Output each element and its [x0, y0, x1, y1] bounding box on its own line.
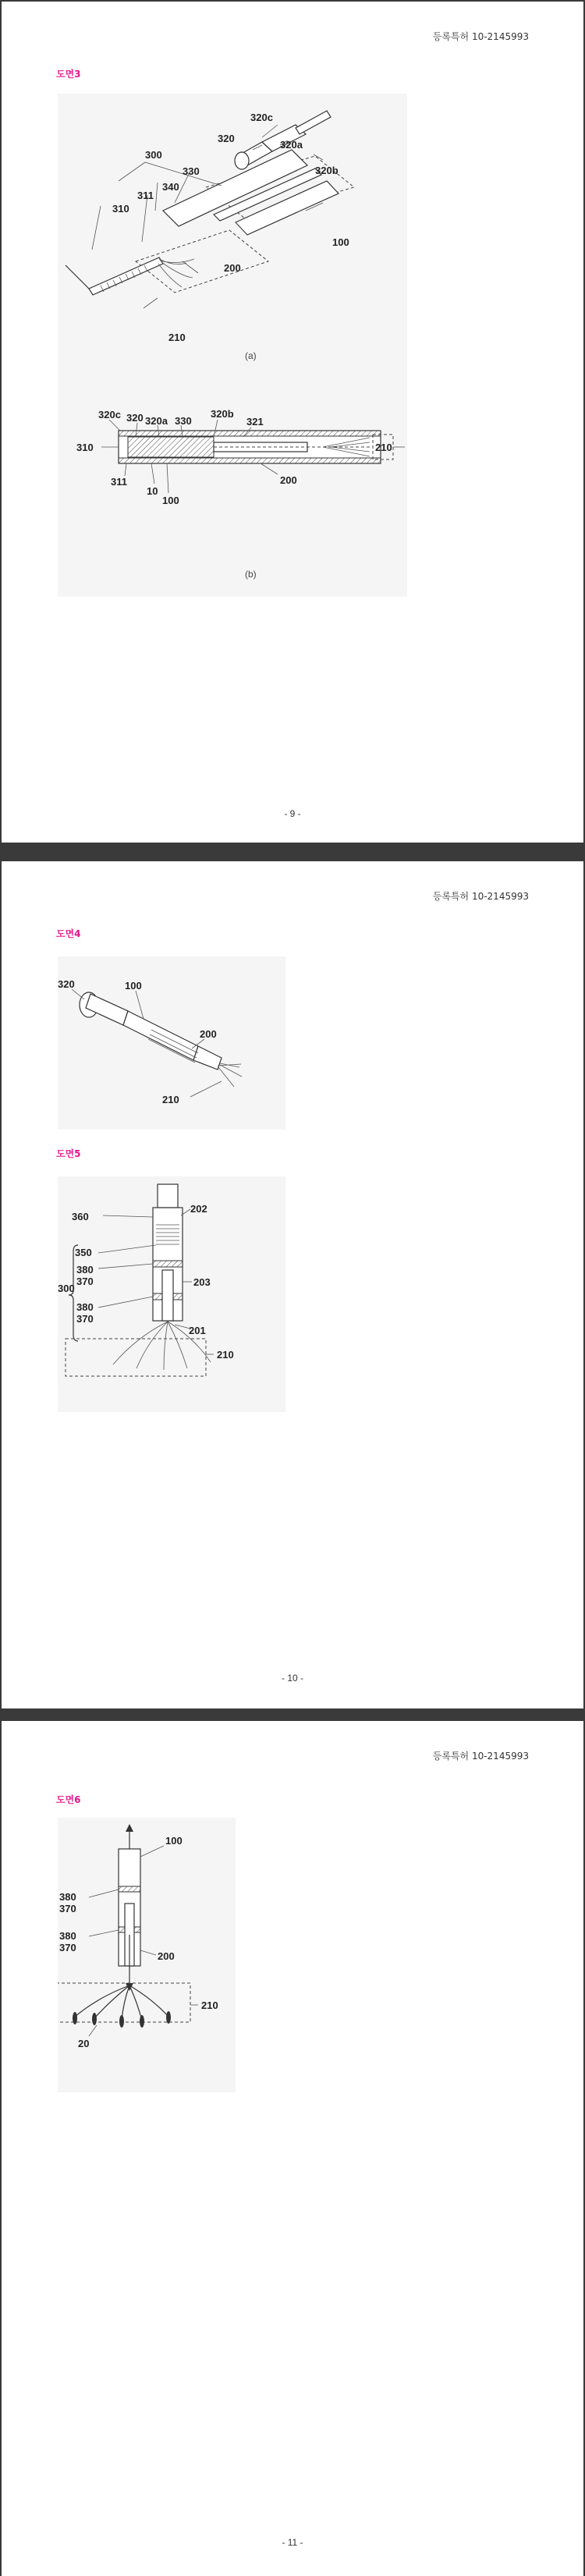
fig6-label-370-b: 370	[59, 1942, 76, 1953]
figure-6-svg	[58, 1818, 236, 2092]
fig3a-label-320b: 320b	[315, 165, 339, 176]
fig5-label-370-b: 370	[76, 1313, 94, 1325]
fig5-label-380-a: 380	[76, 1264, 94, 1276]
fig3b-label-311: 311	[111, 476, 127, 488]
page-10-number: - 10 -	[281, 1673, 303, 1684]
figure-5-title: 도면5	[56, 1148, 81, 1159]
fig6-label-100: 100	[165, 1835, 183, 1847]
fig3a-label-330: 330	[183, 165, 200, 177]
fig3a-label-300: 300	[145, 149, 162, 161]
fig5-label-360: 360	[72, 1211, 89, 1222]
rod-310-part	[66, 257, 194, 295]
fig5-label-370-a: 370	[76, 1276, 94, 1287]
figure-3-drawing	[58, 94, 407, 597]
fig3b-label-210: 210	[375, 442, 392, 453]
fig5-label-210: 210	[217, 1349, 234, 1361]
fig6-label-20: 20	[78, 2038, 90, 2049]
fig5-label-300: 300	[58, 1283, 75, 1294]
fig6-label-210: 210	[201, 1999, 218, 2011]
fig3a-label-200: 200	[224, 262, 241, 274]
fig5-label-202: 202	[190, 1203, 207, 1215]
fig5-label-203: 203	[193, 1276, 211, 1288]
fig5-label-380-b: 380	[76, 1301, 94, 1313]
fig6-label-380-b: 380	[59, 1930, 76, 1942]
figure-4-drawing	[58, 956, 285, 1130]
page-9	[2, 2, 583, 843]
page-9-number: - 9 -	[284, 808, 301, 819]
figure-6-title: 도면6	[56, 1794, 81, 1805]
fig3b-label-320c: 320c	[98, 409, 121, 420]
fig3a-label-311: 311	[137, 190, 154, 201]
fig6-label-200: 200	[158, 1950, 175, 1962]
fig3b-label-321: 321	[246, 416, 264, 428]
fig3-sub-a: (a)	[245, 350, 257, 361]
fig3b-label-310: 310	[76, 442, 94, 453]
fig3b-label-100: 100	[162, 495, 179, 506]
page-11	[2, 1721, 583, 2576]
fig5-label-201: 201	[189, 1325, 206, 1336]
fig3b-label-320b: 320b	[211, 408, 234, 420]
fig3b-label-330: 330	[175, 415, 192, 427]
figure-4-title: 도면4	[56, 928, 81, 939]
figure-3-title: 도면3	[56, 69, 81, 80]
page-10	[2, 861, 583, 1708]
fig3a-label-320: 320	[218, 133, 235, 144]
fig3-sub-b: (b)	[245, 569, 257, 580]
fig3b-label-320: 320	[126, 412, 144, 424]
page-11-number: - 11 -	[282, 2537, 303, 2548]
pulled-assembly-part	[58, 1824, 190, 2028]
fig3a-label-320c: 320c	[250, 112, 273, 123]
figure-3-svg	[58, 94, 407, 597]
fig4-label-320: 320	[58, 978, 75, 990]
fig3a-label-310: 310	[112, 203, 129, 215]
fig3b-label-200: 200	[280, 474, 297, 486]
figure-4-svg	[58, 956, 285, 1130]
fig4-label-100: 100	[125, 980, 142, 992]
fig5-label-350: 350	[75, 1247, 92, 1258]
patent-number: 등록특허 10-2145993	[432, 31, 529, 42]
figure-6-drawing	[58, 1818, 236, 2092]
figure-5-svg	[58, 1176, 285, 1412]
figure-5-drawing	[58, 1176, 285, 1412]
fig3b-label-10: 10	[147, 485, 158, 497]
fig3a-label-340: 340	[162, 181, 179, 193]
fig3a-label-100: 100	[332, 236, 349, 248]
fig3a-label-320a: 320a	[280, 139, 303, 151]
fig3a-label-210: 210	[168, 332, 186, 343]
patent-number: 등록특허 10-2145993	[432, 1751, 529, 1762]
fig6-label-370-a: 370	[59, 1903, 76, 1914]
patent-number: 등록특허 10-2145993	[432, 891, 529, 902]
fig6-label-380-a: 380	[59, 1891, 76, 1903]
fig4-label-200: 200	[200, 1028, 217, 1040]
fig3b-label-320a: 320a	[145, 415, 168, 427]
fig4-label-210: 210	[162, 1094, 179, 1105]
device-assembly-part	[80, 992, 242, 1087]
cross-section-part	[119, 431, 393, 463]
